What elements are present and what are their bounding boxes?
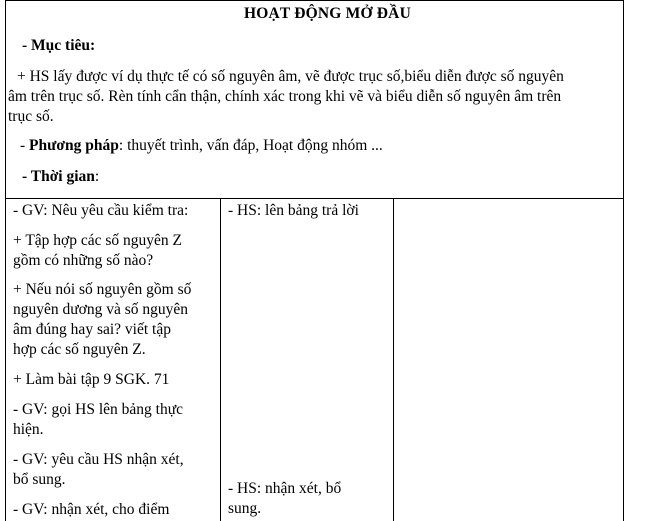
teacher-item-6-line-2: bổ sung. [13, 471, 66, 488]
teacher-item-3-line-2: nguyên dương và số nguyên [13, 301, 189, 318]
table-top-border [5, 0, 624, 1]
header-divider [5, 198, 624, 199]
method-prefix: - [20, 137, 30, 154]
column-divider-2 [393, 198, 394, 521]
teacher-item-2-line-2: gồm có những số nào? [13, 252, 154, 269]
teacher-item-1: - GV: Nêu yêu cầu kiểm tra: [13, 202, 189, 219]
teacher-item-3-line-1: + Nếu nói số nguyên gồm số [13, 281, 192, 298]
time-suffix: : [94, 168, 100, 185]
table-left-border [5, 0, 6, 521]
page-title: HOẠT ĐỘNG MỞ ĐẦU [244, 5, 411, 22]
teacher-item-2-line-1: + Tập hợp các số nguyên Z [13, 232, 183, 249]
objective-label-text: - Mục tiêu: [22, 37, 96, 54]
teacher-item-5-line-1: - GV: gọi HS lên bảng thực [13, 401, 183, 418]
teacher-item-4: + Làm bài tập 9 SGK. 71 [13, 371, 170, 388]
table-right-border [623, 0, 624, 521]
student-item-2-line-1: - HS: nhận xét, bổ [228, 480, 342, 497]
teacher-item-6-line-1: - GV: yêu cầu HS nhận xét, [13, 451, 184, 468]
student-item-1: - HS: lên bảng trả lời [228, 202, 359, 219]
method-line [20, 136, 383, 156]
student-item-2-line-2: sung. [228, 500, 262, 517]
teacher-item-5-line-2: hiện. [13, 421, 44, 438]
objective-line-3: trục số. [8, 108, 54, 125]
method-label: Phương pháp [29, 137, 119, 154]
method-text: : thuyết trình, vấn đáp, Hoạt động nhóm ... [118, 137, 383, 154]
time-label: - Thời gian [22, 168, 95, 185]
time-line [22, 167, 99, 187]
objective-line-1: + HS lấy được ví dụ thực tế có số nguyên âm, vẽ được trục số,biểu diễn được số nguyên [17, 68, 564, 85]
objective-line-2: âm trên trục số. Rèn tính cẩn thận, chính xác trong khi vẽ và biểu diễn số nguyên âm trên [8, 88, 562, 105]
objective-label [22, 36, 95, 56]
teacher-item-7: - GV: nhận xét, cho điểm [13, 501, 170, 518]
teacher-item-3-line-4: hợp các số nguyên Z. [13, 341, 146, 358]
column-divider-1 [220, 198, 221, 521]
teacher-item-3-line-3: âm đúng hay sai? viết tập [13, 321, 171, 338]
